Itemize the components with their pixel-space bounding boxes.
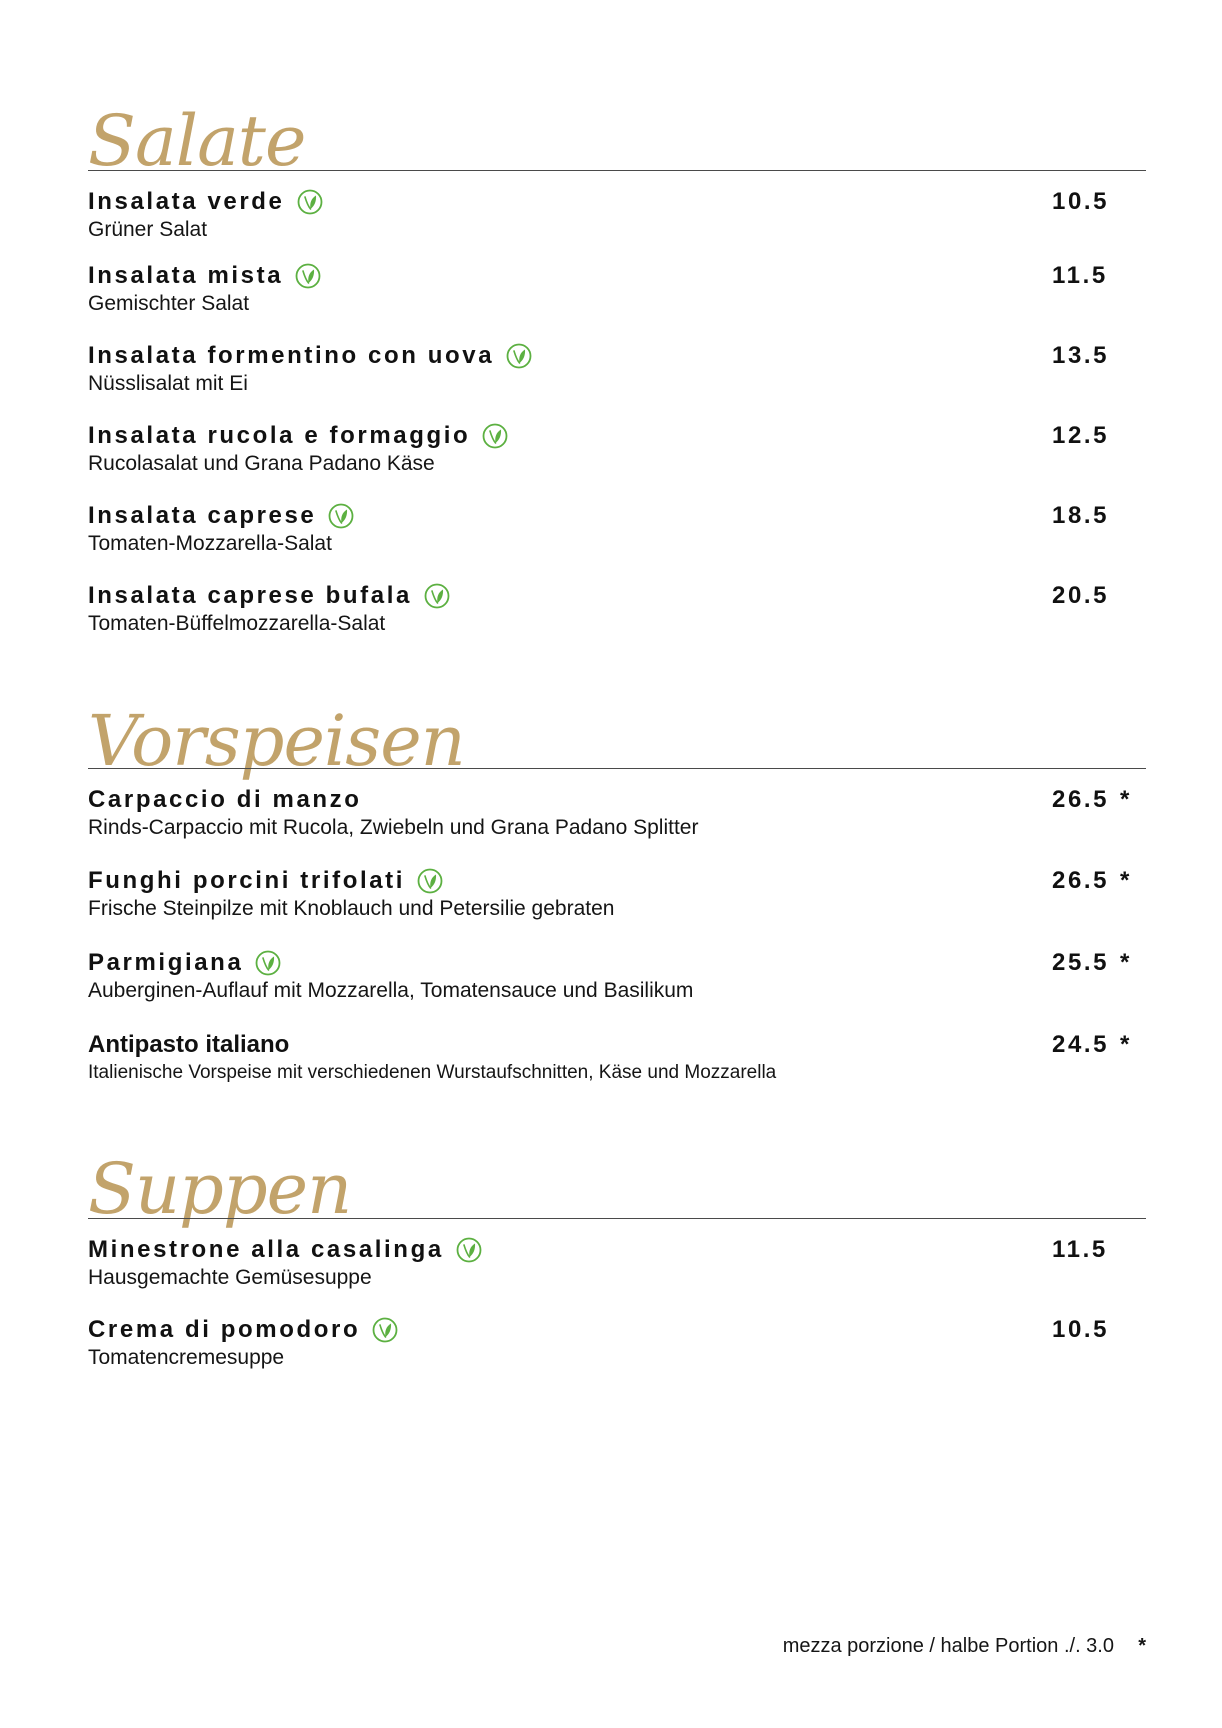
half-portion-marker: * bbox=[1120, 949, 1130, 976]
item-price: 10.5 bbox=[1052, 1316, 1110, 1343]
menu-item-insalata-rucola bbox=[88, 422, 1146, 478]
menu-item-minestrone bbox=[88, 1236, 1146, 1292]
item-description: Frische Steinpilze mit Knoblauch und Petersilie gebraten bbox=[88, 897, 615, 920]
item-description: Rinds-Carpaccio mit Rucola, Zwiebeln und Grana Padano Splitter bbox=[88, 816, 699, 839]
item-name-row bbox=[88, 582, 450, 610]
item-name: Funghi porcini trifolati bbox=[88, 867, 406, 894]
item-name-row bbox=[88, 342, 532, 370]
item-name: Antipasto italiano bbox=[88, 1031, 290, 1058]
half-portion-marker: * bbox=[1120, 1031, 1130, 1058]
item-description: Tomaten-Mozzarella-Salat bbox=[88, 532, 332, 555]
vegetarian-leaf-icon bbox=[328, 503, 354, 529]
vegetarian-leaf-icon bbox=[424, 583, 450, 609]
item-name: Insalata rucola e formaggio bbox=[88, 422, 471, 449]
item-price: 10.5 bbox=[1052, 188, 1110, 215]
item-price: 13.5 bbox=[1052, 342, 1110, 369]
item-price: 11.5 bbox=[1052, 262, 1108, 289]
vegetarian-leaf-icon bbox=[255, 950, 281, 976]
item-price: 26.5 bbox=[1052, 867, 1110, 894]
footnote-text: mezza porzione / halbe Portion ./. 3.0 bbox=[782, 1635, 1114, 1657]
vegetarian-leaf-icon bbox=[295, 263, 321, 289]
item-name-row bbox=[88, 1316, 398, 1344]
item-price: 12.5 bbox=[1052, 422, 1110, 449]
item-name: Insalata caprese bufala bbox=[88, 582, 412, 609]
item-description: Gemischter Salat bbox=[88, 292, 250, 315]
vegetarian-leaf-icon bbox=[417, 868, 443, 894]
item-price: 11.5 bbox=[1052, 1236, 1108, 1263]
item-description: Hausgemachte Gemüsesuppe bbox=[88, 1266, 372, 1289]
item-name: Crema di pomodoro bbox=[88, 1316, 361, 1343]
menu-item-insalata-caprese bbox=[88, 502, 1146, 558]
item-name-row bbox=[88, 422, 508, 450]
menu-item-carpaccio-di-manzo bbox=[88, 786, 1146, 842]
item-description: Grüner Salat bbox=[88, 218, 208, 241]
menu-item-parmigiana bbox=[88, 949, 1146, 1005]
menu-item-funghi-porcini bbox=[88, 867, 1146, 923]
item-price: 20.5 bbox=[1052, 582, 1110, 609]
item-name-row bbox=[88, 786, 362, 814]
section-title-vorspeisen: Vorspeisen bbox=[88, 700, 465, 782]
menu-item-insalata-verde bbox=[88, 188, 1146, 244]
item-description: Italienische Vorspeise mit verschiedenen Wurstaufschnitten, Käse und Mozzarella bbox=[88, 1062, 777, 1083]
vegetarian-leaf-icon bbox=[372, 1317, 398, 1343]
item-name-row bbox=[88, 867, 443, 895]
vegetarian-leaf-icon bbox=[297, 189, 323, 215]
half-portion-marker: * bbox=[1120, 786, 1130, 813]
item-name: Carpaccio di manzo bbox=[88, 786, 362, 813]
item-price: 26.5 bbox=[1052, 786, 1110, 813]
item-name-row bbox=[88, 1236, 482, 1264]
item-name-row bbox=[88, 502, 354, 530]
item-name: Minestrone alla casalinga bbox=[88, 1236, 444, 1263]
section-title-suppen: Suppen bbox=[88, 1148, 352, 1230]
item-name: Insalata mista bbox=[88, 262, 284, 289]
menu-item-insalata-caprese-bufala bbox=[88, 582, 1146, 638]
item-price: 25.5 bbox=[1052, 949, 1110, 976]
vegetarian-leaf-icon bbox=[482, 423, 508, 449]
item-name: Insalata verde bbox=[88, 188, 285, 215]
item-description: Nüsslisalat mit Ei bbox=[88, 372, 248, 395]
menu-item-insalata-formentino bbox=[88, 342, 1146, 398]
item-price: 18.5 bbox=[1052, 502, 1110, 529]
section-divider bbox=[88, 170, 1146, 171]
item-description: Auberginen-Auflauf mit Mozzarella, Tomatensauce und Basilikum bbox=[88, 979, 694, 1002]
menu-item-antipasto-italiano bbox=[88, 1031, 1146, 1087]
vegetarian-leaf-icon bbox=[506, 343, 532, 369]
item-description: Tomatencremesuppe bbox=[88, 1346, 285, 1369]
menu-item-crema-di-pomodoro bbox=[88, 1316, 1146, 1372]
item-name-row bbox=[88, 949, 281, 977]
section-title-salate: Salate bbox=[88, 100, 306, 182]
footnote-marker: * bbox=[1138, 1635, 1146, 1657]
item-description: Tomaten-Büffelmozzarella-Salat bbox=[88, 612, 386, 635]
section-divider bbox=[88, 768, 1146, 769]
item-name: Insalata formentino con uova bbox=[88, 342, 495, 369]
item-price: 24.5 bbox=[1052, 1031, 1110, 1058]
item-name-row bbox=[88, 262, 321, 290]
menu-item-insalata-mista bbox=[88, 262, 1146, 318]
item-description: Rucolasalat und Grana Padano Käse bbox=[88, 452, 435, 475]
half-portion-marker: * bbox=[1120, 867, 1130, 894]
item-name: Insalata caprese bbox=[88, 502, 317, 529]
item-name-row bbox=[88, 188, 323, 216]
section-divider bbox=[88, 1218, 1146, 1219]
item-name: Parmigiana bbox=[88, 949, 244, 976]
item-name-row bbox=[88, 1031, 289, 1059]
vegetarian-leaf-icon bbox=[456, 1237, 482, 1263]
